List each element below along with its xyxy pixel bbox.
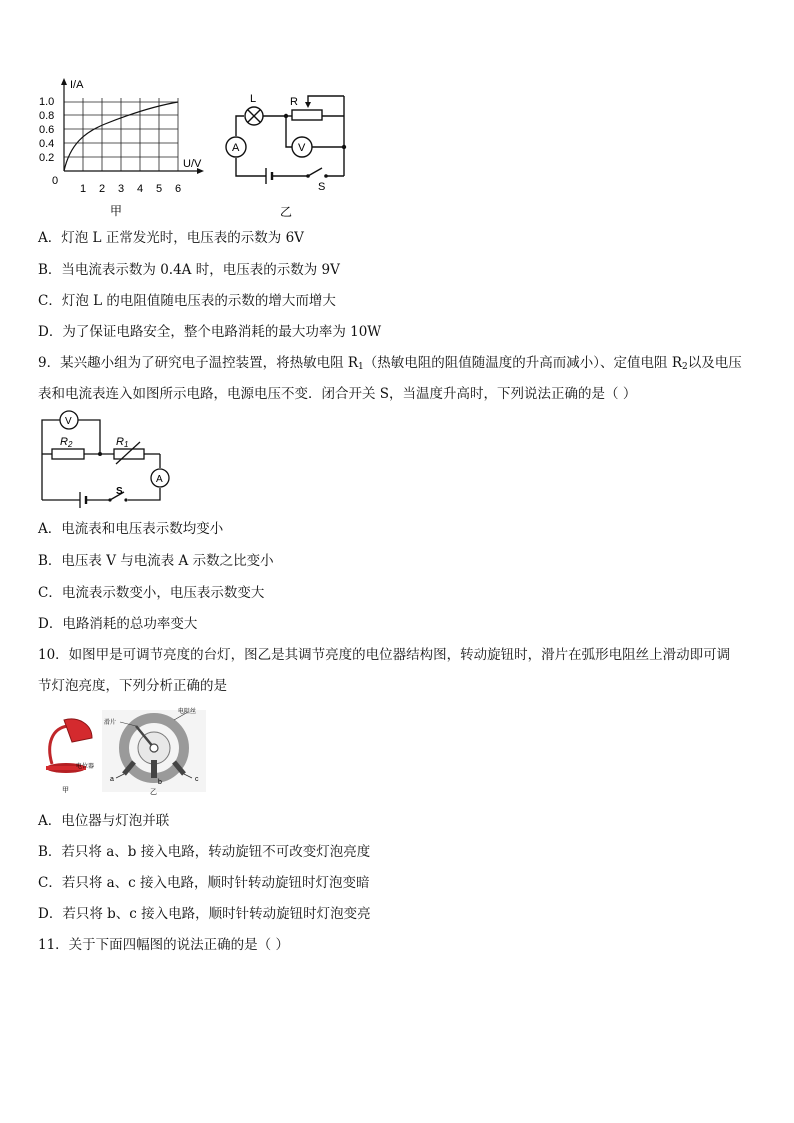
q10-stem-line2: 节灯泡亮度，下列分析正确的是 [38,678,227,694]
switch-label: S [116,486,123,497]
x-tick: 6 [175,183,182,195]
q10-stem-line1: 10．如图甲是可调节亮度的台灯，图乙是其调节亮度的电位器结构图，转动旋钮时，滑片在弧形电阻丝上滑动即可调 [38,647,731,663]
figure-caption: 甲 [62,787,69,794]
terminal-b: b [158,779,162,786]
voltmeter-label: V [298,142,306,154]
x-tick: 1 [80,183,87,195]
lamp-label: L [250,93,257,105]
q11-stem: 11．关于下面四幅图的说法正确的是（ ） [38,937,289,953]
y-tick: 0.8 [39,110,55,122]
q10-option-b: B．若只将 a、b 接入电路，转动旋钮不可改变灯泡亮度 [38,844,371,860]
q10-option-c: C．若只将 a、c 接入电路，顺时针转动旋钮时灯泡变暗 [38,875,370,891]
q9-stem-line2: 表和电流表连入如图所示电路，电源电压不变．闭合开关 S，当温度升高时，下列说法正确的是（ ） [38,386,637,402]
switch-label: S [318,181,326,193]
q10-option-d: D．若只将 b、c 接入电路，顺时针转动旋钮时灯泡变亮 [38,906,371,922]
resistance-wire-label: 电阻丝 [178,709,197,715]
voltmeter-label: V [65,416,72,427]
y-tick: 0.6 [39,124,55,136]
q9-circuit-figure [36,408,176,508]
ammeter-label: A [232,142,240,154]
q10-figure [38,704,213,800]
q9-circuit-diagram [36,408,176,508]
q10-lamp-and-potentiometer [38,704,213,800]
figure-caption: 乙 [280,205,293,219]
q9-option-c: C．电流表示数变小，电压表示数变大 [38,585,265,601]
q8-circuit-figure [222,88,358,224]
figure-caption: 乙 [150,789,157,796]
ammeter-label: A [156,474,163,485]
x-tick: 3 [118,183,125,195]
potentiometer-label: 电位器 [76,764,95,770]
x-tick: 4 [137,183,144,195]
x-axis-label: U/V [183,158,202,170]
q10-option-a: A．电位器与灯泡并联 [38,813,170,829]
figure-caption: 甲 [110,204,123,218]
q9-option-a: A．电流表和电压表示数均变小 [38,521,224,537]
q8-option-b: B．当电流表示数为 0.4A 时，电压表的示数为 9V [38,262,340,278]
y-tick: 0.2 [39,152,55,164]
q8-option-d: D．为了保证电路安全，整个电路消耗的最大功率为 10W [38,324,382,340]
x-tick: 2 [99,183,106,195]
q9-option-b: B．电压表 V 与电流表 A 示数之比变小 [38,553,274,569]
q9-option-d: D．电路消耗的总功率变大 [38,616,198,632]
q9-stem-line1: 9．某兴趣小组为了研究电子温控装置，将热敏电阻 $R_1$（热敏电阻的阻值随温度的升高而减小）、定值电阻 $R_2$以及电压 [38,355,742,372]
r2-label: R2 [60,436,73,449]
terminal-a: a [110,776,114,783]
y-tick: 0.4 [39,138,55,150]
q8-option-a: A．灯泡 L 正常发光时，电压表的示数为 6V [38,230,304,246]
y-axis-label: I/A [70,79,84,91]
x-tick: 5 [156,183,163,195]
rheostat-label: R [290,96,298,108]
y-tick: 1.0 [39,96,55,108]
q8-circuit-diagram [222,88,358,224]
q8-graph-figure [30,74,220,224]
r1-label: R1 [116,436,129,449]
q8-option-c: C．灯泡 L 的电阻值随电压表的示数的增大而增大 [38,293,336,309]
slider-label: 滑片 [104,720,117,726]
origin-label: 0 [52,175,59,187]
terminal-c: c [195,776,199,783]
q8-iu-graph [30,74,220,224]
